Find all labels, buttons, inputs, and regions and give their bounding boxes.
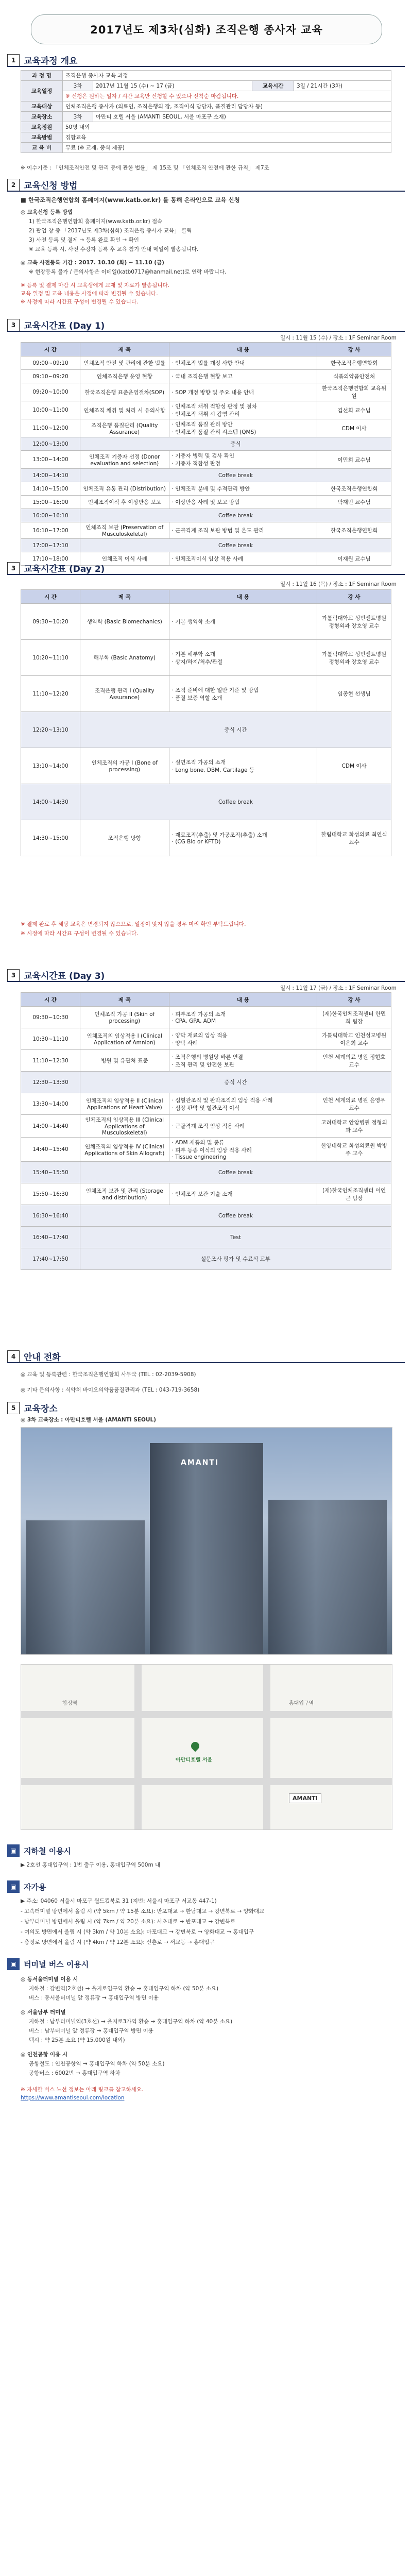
section-number: 1 (7, 54, 20, 66)
section-car-header (7, 1880, 46, 1893)
schedule-title: 인체조직 가공 II (Skin of processing) (80, 1007, 169, 1028)
schedule-content: · 조직 준비에 대한 일반 기준 및 방법 · 품질 보증 역할 소개 (169, 676, 317, 712)
schedule-row (21, 712, 391, 748)
schedule-time: 10:20~11:10 (21, 640, 80, 676)
schedule-column-header: 제 목 (80, 993, 169, 1007)
overview-value: 3일 / 21시간 (3차) (294, 81, 391, 91)
schedule-time: 15:40~15:50 (21, 1162, 80, 1183)
schedule-row (21, 482, 391, 496)
schedule-speaker: 고려대학교 안암병원 정형외과 교수 (317, 1115, 391, 1138)
schedule-row (21, 1205, 391, 1227)
schedule-speaker: 한국조직은행연합회 (317, 482, 391, 496)
day3-schedule-table (21, 992, 391, 1270)
overview-value: ※ 신청은 원하는 일자 / 시간 교육만 신청할 수 있으나 선착순 마감됩니다. (63, 91, 391, 101)
hotel-photo (21, 1427, 392, 1655)
subway-line: ▶ 2호선 홍대입구역 : 1번 출구 이용, 홍대입구역 500m 내 (21, 1862, 161, 1868)
section-day3-header (7, 969, 105, 981)
overview-value: 집합교육 (63, 132, 391, 143)
day1-schedule-table (21, 342, 391, 566)
road (263, 1665, 270, 1829)
overview-key: 교육방법 (21, 132, 63, 143)
schedule-content: · 근골격계 조직 보관 방법 및 온도 관리 (169, 522, 317, 539)
page-title-box (31, 14, 382, 44)
schedule-content: · 조직은행의 병원당 바른 연결 · 조직 관리 및 안전한 보관 (169, 1050, 317, 1072)
schedule-time: 09:10~09:20 (21, 370, 80, 383)
schedule-time: 16:00~16:10 (21, 509, 80, 522)
schedule-title: 병원 및 유관처 표준 (80, 1050, 169, 1072)
bus-item: 지하철 : 강변역(2호선) → 을지로입구역 환승 → 홍대입구역 하차 (약 50분 소요) (29, 1986, 219, 1992)
hotel-sign: AMANTI (181, 1459, 219, 1467)
overview-key: 교육장소 (21, 112, 63, 122)
bus-item: 지하철 : 남부터미널역(3호선) → 을지로3가역 환승 → 홍대입구역 하차 (약 40분 소요) (29, 2019, 233, 2025)
overview-key: 교 육 비 (21, 143, 63, 153)
schedule-time: 15:00~16:00 (21, 496, 80, 509)
section-title: 자가용 (24, 1882, 46, 1892)
schedule-speaker: (재)한국인체조직센터 이연근 팀장 (317, 1183, 391, 1205)
section-phone-header (7, 1350, 61, 1363)
schedule-speaker: 한국조직은행연합회 (317, 357, 391, 370)
section-day2-header (7, 562, 105, 574)
day2-note: ※ 결제 완료 후 해당 교육은 변경되지 않으므로, 일정이 맞지 않을 경우 미리 확인 부탁드립니다. (21, 921, 246, 927)
schedule-row (21, 522, 391, 539)
schedule-row (21, 1007, 391, 1028)
schedule-column-header: 제 목 (80, 590, 169, 604)
car-line: ▶ 주소: 04060 서울시 마포구 월드컵북로 31 (지번: 서울시 마포구 서교동 447-1) (21, 1898, 217, 1904)
overview-key: 과 정 명 (21, 71, 63, 81)
road (134, 1665, 142, 1829)
schedule-time: 12:00~13:00 (21, 437, 80, 451)
overview-value: 2017년 11월 15 (수) ~ 17 (금) (93, 81, 252, 91)
schedule-header-row (21, 343, 391, 357)
schedule-time: 15:50~16:30 (21, 1183, 80, 1205)
schedule-break-label: 설문조사 평가 및 수료식 교부 (80, 1248, 391, 1270)
schedule-time: 17:00~17:10 (21, 539, 80, 552)
overview-sub: 3차 (63, 81, 93, 91)
divider (7, 574, 405, 575)
schedule-speaker: 가톨릭대학교 성빈센트병원 정형외과 장호영 교수 (317, 640, 391, 676)
schedule-row (21, 1072, 391, 1093)
divider (7, 981, 405, 982)
schedule-time: 11:10~12:30 (21, 1050, 80, 1072)
schedule-time: 13:30~14:00 (21, 1093, 80, 1115)
schedule-row (21, 451, 391, 469)
schedule-title: 조직은행 관리 I (Quality Assurance) (80, 676, 169, 712)
schedule-row (21, 1050, 391, 1072)
overview-value: 인체조직은행 종사자 (의료인, 조직은행의 장, 조직이식 담당자, 품질관리 담당자 등) (63, 101, 391, 112)
overview-key: 교육대상 (21, 101, 63, 112)
overview-key: 교육정원 (21, 122, 63, 132)
schedule-speaker: 이민희 교수님 (317, 451, 391, 469)
section-number: 4 (7, 1350, 20, 1363)
section-day1-header (7, 318, 105, 331)
car-line: - 여의도 방면에서 올림 시 (약 3km / 약 10분 소요): 마포대교 → 강변북로 → 양화대교 → 홍대입구 (21, 1929, 254, 1935)
schedule-column-header: 강 사 (317, 993, 391, 1007)
map-label: 홍대입구역 (289, 1701, 314, 1706)
bus-icon: ▣ (7, 1958, 20, 1970)
schedule-title: 인체조직의 임상적용 II (Clinical Applications of Heart Valve) (80, 1093, 169, 1115)
car-line: - 충정로 방면에서 올림 시 (약 4km / 약 12분 소요): 신촌로 → 서교동 → 홍대입구 (21, 1939, 215, 1945)
section-title: 교육시간표 (Day 1) (24, 321, 105, 331)
hotel-tower (150, 1443, 263, 1654)
schedule-time: 14:00~14:40 (21, 1115, 80, 1138)
schedule-column-header: 강 사 (317, 343, 391, 357)
schedule-header-row (21, 590, 391, 604)
map-label: 아만티호텔 서울 (176, 1757, 213, 1763)
venue-map (21, 1664, 392, 1830)
schedule-row (21, 496, 391, 509)
section-title: 지하철 이용시 (24, 1846, 72, 1856)
schedule-time: 14:40~15:40 (21, 1138, 80, 1162)
schedule-content: · 심혈관조직 및 판막조직의 임상 적용 사례 · 심장 판막 및 혈관조직 이식 (169, 1093, 317, 1115)
schedule-speaker: 박재민 교수님 (317, 496, 391, 509)
schedule-time: 17:10~18:00 (21, 552, 80, 566)
schedule-speaker: 한국조직은행연합회 (317, 522, 391, 539)
day2-caption: 일시 : 11월 16 (목) / 장소 : 1F Seminar Room (280, 581, 397, 587)
schedule-break-label: Coffee break (80, 509, 391, 522)
schedule-break-label: 중식 (80, 437, 391, 451)
schedule-content: · 인체조직 채취 적합성 판정 및 절차 · 인체조직 채취 시 감염 관리 (169, 401, 317, 419)
schedule-time: 09:00~09:10 (21, 357, 80, 370)
apply-deadline: ◎ 교육 사전등록 기간 : 2017. 10.10 (화) ~ 11.10 (금) (21, 260, 164, 266)
schedule-content: · ADM 제품의 및 종류 · 피부 동종 이식의 임상 적용 사례 · Tissue engineering (169, 1138, 317, 1162)
schedule-row (21, 509, 391, 522)
schedule-row (21, 1248, 391, 1270)
page-title: 2017년도 제3차(심화) 조직은행 종사자 교육 (90, 24, 323, 36)
schedule-title: 인체조직 보관 (Preservation of Musculoskeletal) (80, 522, 169, 539)
bus-item: 버스 : 동서울터미널 앞 정류장 → 홍대입구역 방면 이용 (29, 1995, 159, 2001)
section-number: 5 (7, 1402, 20, 1414)
schedule-title: 한국조직은행 표준운영절차(SOP) (80, 383, 169, 401)
schedule-title: 인체조직 채취 및 처리 시 유의사항 (80, 401, 169, 419)
schedule-speaker: 가톨릭대학교 인천성모병원 이은희 교수 (317, 1028, 391, 1050)
bus-item: 공항철도 : 인천공항역 → 홍대입구역 하차 (약 50분 소요) (29, 2061, 165, 2067)
schedule-time: 14:00~14:10 (21, 469, 80, 482)
schedule-row (21, 357, 391, 370)
day2-schedule-table (21, 589, 391, 856)
overview-value: 아만티 호텔 서울 (AMANTI SEOUL, 서울 마포구 소재) (93, 112, 391, 122)
schedule-content: · SOP 개정 방향 및 주요 내용 안내 (169, 383, 317, 401)
schedule-content: · 근골격계 조직 임상 적용 사례 (169, 1115, 317, 1138)
schedule-title: 해부학 (Basic Anatomy) (80, 640, 169, 676)
schedule-speaker: 임종현 선생님 (317, 676, 391, 712)
schedule-time: 11:00~12:00 (21, 419, 80, 437)
schedule-title: 인체조직 안전 및 관리에 관한 법률 (80, 357, 169, 370)
schedule-speaker: 한국조직은행연합회 교육위원 (317, 383, 391, 401)
location-pin-icon (190, 1740, 201, 1752)
section-number: 3 (7, 319, 20, 331)
schedule-row (21, 1227, 391, 1248)
overview-note: ※ 이수기준 : 「인체조직안전 및 관리 등에 관한 법률」 제 15조 및 「인체조직 안전에 관한 규칙」 제7조 (21, 165, 269, 171)
schedule-row (21, 469, 391, 482)
schedule-row (21, 419, 391, 437)
schedule-break-label: Coffee break (80, 784, 391, 820)
schedule-time: 14:10~15:00 (21, 482, 80, 496)
schedule-time: 14:30~15:00 (21, 820, 80, 856)
divider (7, 1362, 405, 1363)
section-overview-header (7, 54, 77, 66)
schedule-row (21, 401, 391, 419)
schedule-content: · 기증자 병력 및 검사 확인 · 기증자 적합성 판정 (169, 451, 317, 469)
divider (7, 191, 405, 192)
schedule-row (21, 1183, 391, 1205)
schedule-title: 인체조직 유통 관리 (Distribution) (80, 482, 169, 496)
schedule-time: 16:10~17:00 (21, 522, 80, 539)
schedule-column-header: 강 사 (317, 590, 391, 604)
schedule-row (21, 784, 391, 820)
section-number: 3 (7, 969, 20, 981)
schedule-column-header: 제 목 (80, 343, 169, 357)
divider (7, 66, 405, 67)
apply-step: 1) 한국조직은행연합회 홈페이지(www.katb.or.kr) 접속 (29, 218, 163, 225)
day1-caption: 일시 : 11월 15 (수) / 장소 : 1F Seminar Room (280, 335, 397, 341)
schedule-time: 16:40~17:40 (21, 1227, 80, 1248)
section-title: 터미널 버스 이용시 (24, 1959, 89, 1969)
bus-item: 버스 : 남부터미널 앞 정류장 → 홍대입구역 방면 이용 (29, 2028, 153, 2034)
day3-caption: 일시 : 11월 17 (금) / 장소 : 1F Seminar Room (280, 985, 397, 991)
schedule-speaker: 한림대학교 화성의료 최연식 교수 (317, 820, 391, 856)
schedule-content: · 인체조직 법률 개정 사항 안내 (169, 357, 317, 370)
overview-value: 50명 내외 (63, 122, 391, 132)
schedule-time: 14:00~14:30 (21, 784, 80, 820)
subway-icon: ▣ (7, 1844, 20, 1857)
apply-title: ■ 한국조직은행연합회 홈페이지(www.katb.or.kr) 를 통해 온라인으로 교육 신청 (21, 196, 240, 204)
schedule-time: 10:30~11:10 (21, 1028, 80, 1050)
schedule-row (21, 1138, 391, 1162)
map-label: 합정역 (62, 1701, 77, 1706)
section-bus-header (7, 1958, 89, 1970)
section-number: 2 (7, 179, 20, 191)
schedule-speaker: (재)한국인체조직센터 한민희 팀장 (317, 1007, 391, 1028)
schedule-title: 인체조직의 임상적용 I (Clinical Application of Amnion) (80, 1028, 169, 1050)
schedule-time: 10:00~11:00 (21, 401, 80, 419)
schedule-time: 13:10~14:00 (21, 748, 80, 784)
section-title: 교육과정 개요 (24, 56, 78, 66)
schedule-time: 16:30~16:40 (21, 1205, 80, 1227)
schedule-speaker: 인천 세계의료 병원 윤영우 교수 (317, 1093, 391, 1115)
schedule-row (21, 1115, 391, 1138)
schedule-content: · 국내 조직은행 현황 보고 (169, 370, 317, 383)
section-number: 3 (7, 562, 20, 574)
bus-foot: ※ 자세한 버스 노선 정보는 아래 링크를 참고하세요. (21, 2087, 144, 2093)
road (21, 1711, 392, 1718)
schedule-content: · 인체조직 분배 및 추적관리 방안 (169, 482, 317, 496)
schedule-speaker: 가톨릭대학교 성빈센트병원 정형외과 장호영 교수 (317, 604, 391, 640)
schedule-row (21, 370, 391, 383)
schedule-content: · 재료조직(추출) 및 가공조직(추출) 소개 · (CG Bio or KFTD) (169, 820, 317, 856)
section-title: 교육시간표 (Day 3) (24, 971, 105, 981)
schedule-time: 09:30~10:20 (21, 604, 80, 640)
schedule-title: 인체조직이식 후 이상반응 보고 (80, 496, 169, 509)
bus-link-wrap (21, 2095, 124, 2101)
section-title: 교육장소 (24, 1404, 58, 1414)
apply-warning: ※ 사정에 따라 시간표 구성이 변경될 수 있습니다. (21, 299, 139, 305)
schedule-speaker: 식품의약품안전처 (317, 370, 391, 383)
schedule-title: 인체조직 보관 및 관리 (Storage and distribution) (80, 1183, 169, 1205)
schedule-time: 11:10~12:20 (21, 676, 80, 712)
bus-group-head: ◎ 인천공항 이용 시 (21, 2052, 68, 2058)
schedule-time: 12:30~13:30 (21, 1072, 80, 1093)
schedule-title: 인체조직의 임상적용 IV (Clinical Applications of Skin Allograft) (80, 1138, 169, 1162)
car-line: - 남부터미널 방면에서 올림 시 (약 7km / 약 20분 소요): 서초대로 → 반포대교 → 강변북로 (21, 1919, 236, 1925)
car-line: - 고속터미널 방면에서 올림 시 (약 5km / 약 15분 소요): 반포대교 → 한남대교 → 강변북로 → 양화대교 (21, 1908, 265, 1914)
schedule-row (21, 820, 391, 856)
schedule-speaker: CDM 이사 (317, 748, 391, 784)
schedule-content: · 기본 해부학 소개 · 상지/하지/척추/관절 (169, 640, 317, 676)
overview-key: 교육시간 (252, 81, 294, 91)
schedule-column-header: 시 간 (21, 993, 80, 1007)
schedule-content: · 실연조직 가공의 소개 · Long bone, DBM, Cartilage 등 (169, 748, 317, 784)
schedule-row (21, 437, 391, 451)
overview-key: 교육일정 (21, 81, 63, 101)
schedule-column-header: 시 간 (21, 343, 80, 357)
venue-title: ◎ 3차 교육장소 : 아만티호텔 서울 (AMANTI SEOUL) (21, 1417, 157, 1423)
apply-steps-head: ◎ 교육신청 등록 방법 (21, 209, 73, 215)
schedule-break-label: Coffee break (80, 469, 391, 482)
schedule-title: 인체조직의 임상적용 III (Clinical Applications of Musculoskeletal) (80, 1115, 169, 1138)
apply-step: 3) 사전 등록 및 결제 → 등록 완료 확인 → 확인 (29, 237, 139, 243)
apply-warning: 교육 일정 및 교육 내용은 사정에 따라 변경될 수 있습니다. (21, 291, 158, 297)
overview-value: 조직은행 종사자 교육 과정 (63, 71, 391, 81)
schedule-content: · 인체조직이식 임상 적용 사례 (169, 552, 317, 566)
schedule-break-label: Test (80, 1227, 391, 1248)
schedule-content: · 피부조직 가공의 소개 · CPA, GPA, ADM (169, 1007, 317, 1028)
schedule-title: 조직은행 방향 (80, 820, 169, 856)
map-label: AMANTI (289, 1793, 321, 1803)
schedule-title: 인체조직은행 운영 현황 (80, 370, 169, 383)
schedule-time: 09:20~10:00 (21, 383, 80, 401)
divider (7, 331, 405, 332)
schedule-title: 조직은행 품질관리 (Quality Assurance) (80, 419, 169, 437)
schedule-row (21, 676, 391, 712)
day2-note: ※ 시정에 따라 시간표 구성이 변경될 수 있습니다. (21, 930, 139, 937)
schedule-speaker: 이재원 교수님 (317, 552, 391, 566)
schedule-content: · 기본 생역학 소개 (169, 604, 317, 640)
side-building (268, 1500, 387, 1654)
phone-line: ◎ 기타 문의사항 : 식약처 바이오의약품품질관리과 (TEL : 043-719-3658) (21, 1387, 200, 1393)
overview-sub: 3차 (63, 112, 93, 122)
schedule-content: · 양막 재료의 임상 적용 · 양막 사례 (169, 1028, 317, 1050)
schedule-column-header: 내 용 (169, 590, 317, 604)
schedule-time: 09:30~10:30 (21, 1007, 80, 1028)
schedule-content: · 인체조직 보관 기술 소개 (169, 1183, 317, 1205)
schedule-break-label: Coffee break (80, 1205, 391, 1227)
schedule-break-label: 중식 시간 (80, 712, 391, 748)
schedule-time: 12:20~13:10 (21, 712, 80, 748)
schedule-break-label: Coffee break (80, 539, 391, 552)
schedule-title: 인체조직의 가공 I (Bone of processing) (80, 748, 169, 784)
schedule-column-header: 내 용 (169, 993, 317, 1007)
schedule-title: 인체조직 이식 사례 (80, 552, 169, 566)
car-icon: ▣ (7, 1880, 20, 1893)
schedule-row (21, 748, 391, 784)
section-title: 교육신청 방법 (24, 181, 78, 191)
section-venue-header (7, 1401, 58, 1414)
section-apply-header (7, 178, 77, 191)
schedule-speaker: 김선희 교수님 (317, 401, 391, 419)
bus-group-head: ◎ 서울남부 터미널 (21, 2009, 66, 2015)
schedule-break-label: 중식 시간 (80, 1072, 391, 1093)
apply-warning: ※ 등록 및 결제 마감 시 교육생에게 교재 및 자료가 발송됩니다. (21, 282, 169, 289)
schedule-column-header: 시 간 (21, 590, 80, 604)
apply-contact: ※ 현장등록 불가 / 문의사항은 이메일(katb0717@hanmail.net)로 연락 바랍니다. (29, 269, 227, 275)
overview-table (21, 70, 391, 153)
schedule-header-row (21, 993, 391, 1007)
schedule-row (21, 383, 391, 401)
schedule-row (21, 640, 391, 676)
section-title: 교육시간표 (Day 2) (24, 564, 105, 574)
schedule-row (21, 1162, 391, 1183)
bus-info-link[interactable]: https://www.amantiseoul.com/location (21, 2095, 125, 2101)
schedule-speaker: CDM 이사 (317, 419, 391, 437)
section-subway-header (7, 1844, 71, 1857)
schedule-break-label: Coffee break (80, 1162, 391, 1183)
section-title: 안내 전화 (24, 1352, 61, 1363)
bus-group-head: ◎ 동서울터미널 이용 시 (21, 1976, 78, 1982)
phone-line: ◎ 교육 및 등록관련 : 한국조직은행연합회 사무국 (TEL : 02-2039-5908) (21, 1371, 196, 1378)
schedule-title: 생약학 (Basic Biomechanics) (80, 604, 169, 640)
side-building (26, 1520, 145, 1654)
schedule-time: 13:00~14:00 (21, 451, 80, 469)
schedule-row (21, 539, 391, 552)
bus-item: 공항버스 : 6002번 → 홍대입구역 하차 (29, 2070, 121, 2076)
schedule-time: 17:40~17:50 (21, 1248, 80, 1270)
overview-value: 무료 (※ 교재, 중식 제공) (63, 143, 391, 153)
schedule-content: · 인체조직 품질 관리 방안 · 인체조직 품질 관리 시스템 (QMS) (169, 419, 317, 437)
schedule-row (21, 604, 391, 640)
apply-step: ※ 교육 등록 시, 사전 수강자 등록 후 교육 참가 안내 메일이 발송됩니다. (29, 246, 199, 252)
schedule-speaker: 한양대학교 화성의료원 박병주 교수 (317, 1138, 391, 1162)
schedule-column-header: 내 용 (169, 343, 317, 357)
schedule-row (21, 1093, 391, 1115)
schedule-title: 인체조직 기증자 선정 (Donor evaluation and selection) (80, 451, 169, 469)
schedule-content: · 이상반응 사례 및 보고 방법 (169, 496, 317, 509)
bus-item: 택시 : 약 25분 소요 (약 15,000원 내외) (29, 2037, 125, 2043)
road (21, 1778, 392, 1785)
schedule-speaker: 인천 세계의료 병원 정현호 교수 (317, 1050, 391, 1072)
apply-step: 2) 팝업 창 중 「2017년도 제3차(심화) 조직은행 종사자 교육」 클릭 (29, 228, 192, 234)
schedule-row (21, 1028, 391, 1050)
